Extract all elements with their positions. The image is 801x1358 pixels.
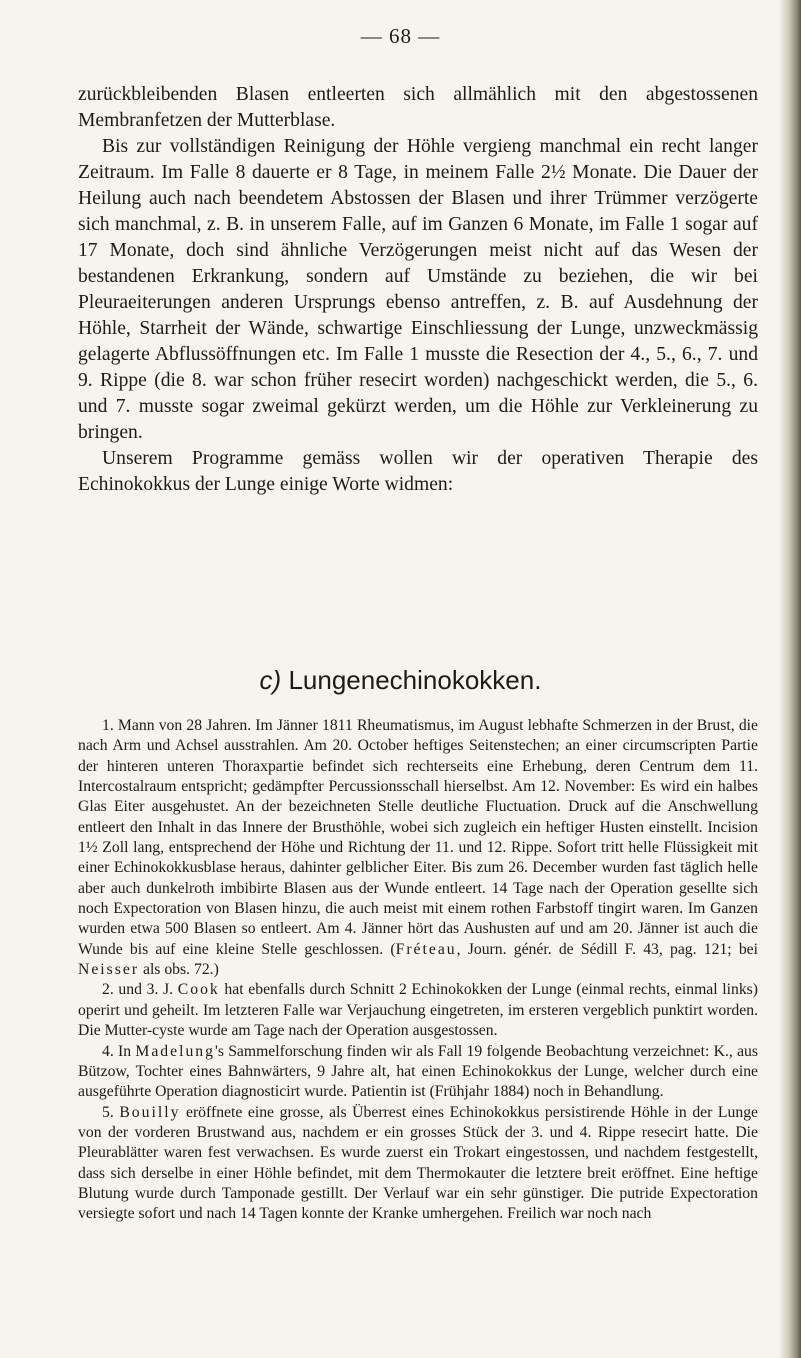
case-5-prefix: 5. [102, 1103, 120, 1121]
case-1-author-2: Neisser [78, 961, 140, 979]
case-1-text: 1. Mann von 28 Jahren. Im Jänner 1811 Rheumatismus, im August lebhafte Schmerzen in der Brust, die nach Arm und Achsel ausstrahlen. Am 20. October heftiges Seitenstechen; an einer circumscripten Partie der hinteren unteren Thoraxpartie befindet sich rechterseits eine Erhebung, deren Centrum dem 11. Intercostalraum entspricht; gedämpfter Percussionsschall hierselbst. Am 12. November: Es wird ein halbes Glas Eiter ausgehustet. An der bezeichneten Stelle deutliche Fluctuation. Druck auf die Anschwellung entleert den Inhalt in das Innere der Brusthöhle, wobei sich zugleich ein heftiger Husten einstellt. Incision 1½ Zoll lang, entsprechend der Höhe und Richtung der 11. und 12. Rippe. Sofort tritt helle Flüssigkeit mit einer Echinokokkusblase heraus, dahinter gelblicher Eiter. Bis zum 26. December wurden fast täglich helle aber auch dunkelroth imbibirte Blasen aus der Wunde entleert. 14 Tage nach der Operation gesellte sich noch Expectoration von Blasen hinzu, die auch meist mit einem rothen Farbstoff tingirt waren. Im Ganzen wurden etwa 500 Blasen so entleert. Am 4. Jänner hört das Aushusten auf und am 20. Jänner ist auch die Wunde bis auf eine kleine Stelle geschlossen. ( [78, 717, 758, 958]
case-1-author-1: Fréteau [395, 940, 457, 958]
case-4-prefix: 4. In [102, 1042, 136, 1060]
page-number: — 68 — [360, 24, 441, 48]
case-2-3 [78, 980, 758, 1041]
case-4-author: Madelung [135, 1042, 215, 1060]
case-2-text: hat ebenfalls durch Schnitt 2 Echinokokken der Lunge (einmal rechts, einmal links) operirt und geheilt. Im letzteren Falle war Verjauchung eingetreten, im ersteren vergeblich punktirt worden. Die Mutter-cyste wurde am Tage nach der Operation ausgestossen. [78, 981, 758, 1040]
section-title-text: Lungenechinokokken. [288, 665, 542, 695]
paragraph-2: Bis zur vollständigen Reinigung der Höhle vergieng manchmal ein recht langer Zeitraum. Im Falle 8 dauerte er 8 Tage, in meinem Falle 2½ Monate. Die Dauer der Heilung auch nach beendetem Abstossen der Blasen und ihrer Trümmer verzögerte sich manchmal, z. B. in unserem Falle, auf im Ganzen 6 Monate, im Falle 1 sogar auf 17 Monate, doch sind ähnliche Verzögerungen meist nicht auf das Wesen der bestandenen Erkrankung, sondern auf Umstände zu beziehen, die wir bei Pleuraeiterungen anderen Ursprungs ebenso antreffen, z. B. auf Ausdehnung der Höhle, Starrheit der Wände, schwartige Einschliessung der Lunge, unzweckmässig gelagerte Abflussöffnungen etc. Im Falle 1 musste die Resection der 4., 5., 6., 7. und 9. Rippe (die 8. war schon früher resecirt worden) nachgeschickt werden, die 5., 6. und 7. musste sogar zweimal gekürzt werden, um die Höhle zur Verkleinerung zu bringen. [78, 136, 758, 443]
case-2-prefix: 2. und 3. J. [102, 981, 178, 999]
case-5 [78, 1103, 758, 1225]
section-letter: c) [259, 665, 282, 695]
case-5-text: eröffnete eine grosse, als Überrest eines Echinokokkus persistirende Höhle in der Lunge von der vorderen Brustwand aus, nachdem er ein grosses Stück der 3. und 4. Rippe resecirt hatte. Die Pleurablätter waren fest verwachsen. Es wurde zuerst ein Trokart eingestossen, und nachdem festgestellt, dass sich derselbe in einer Höhle befindet, mit dem Thermokauter die letztere breit eröffnet. Eine heftige Blutung wurde durch Tamponade gestillt. Der Verlauf war ein sehr günstiger. Die putride Expectoration versiegte sofort und nach 14 Tagen konnte der Kranke umhergehen. Freilich war noch nach [78, 1103, 759, 1223]
case-4-text: 's Sammelforschung finden wir als Fall 19 folgende Beobachtung verzeichnet: K., aus Bützow, Tochter eines Bahnwärters, 9 Jahre alt, hat einen Echinokokkus der Lunge, welcher durch eine ausgeführte Operation diagnosticirt wurde. Patientin ist (Frühjahr 1884) noch in Behandlung. [78, 1042, 758, 1101]
case-4 [78, 1042, 758, 1103]
section-heading [0, 665, 801, 696]
case-2-author: Cook [177, 981, 220, 999]
body-text [78, 82, 758, 498]
paragraph-3: Unserem Programme gemäss wollen wir der operativen Therapie des Echinokokkus der Lunge einige Worte widmen: [78, 448, 758, 495]
case-reports [78, 716, 758, 1225]
case-5-author: Bouilly [119, 1103, 181, 1121]
paragraph-1: zurückbleibenden Blasen entleerten sich allmählich mit den abgestossenen Membranfetzen der Mutterblase. [78, 84, 758, 131]
case-1-reference-1: , Journ. génér. de Sédill F. 43, pag. 121; bei [456, 940, 758, 958]
case-1-reference-2: als obs. 72.) [139, 961, 219, 979]
case-1 [78, 716, 758, 980]
